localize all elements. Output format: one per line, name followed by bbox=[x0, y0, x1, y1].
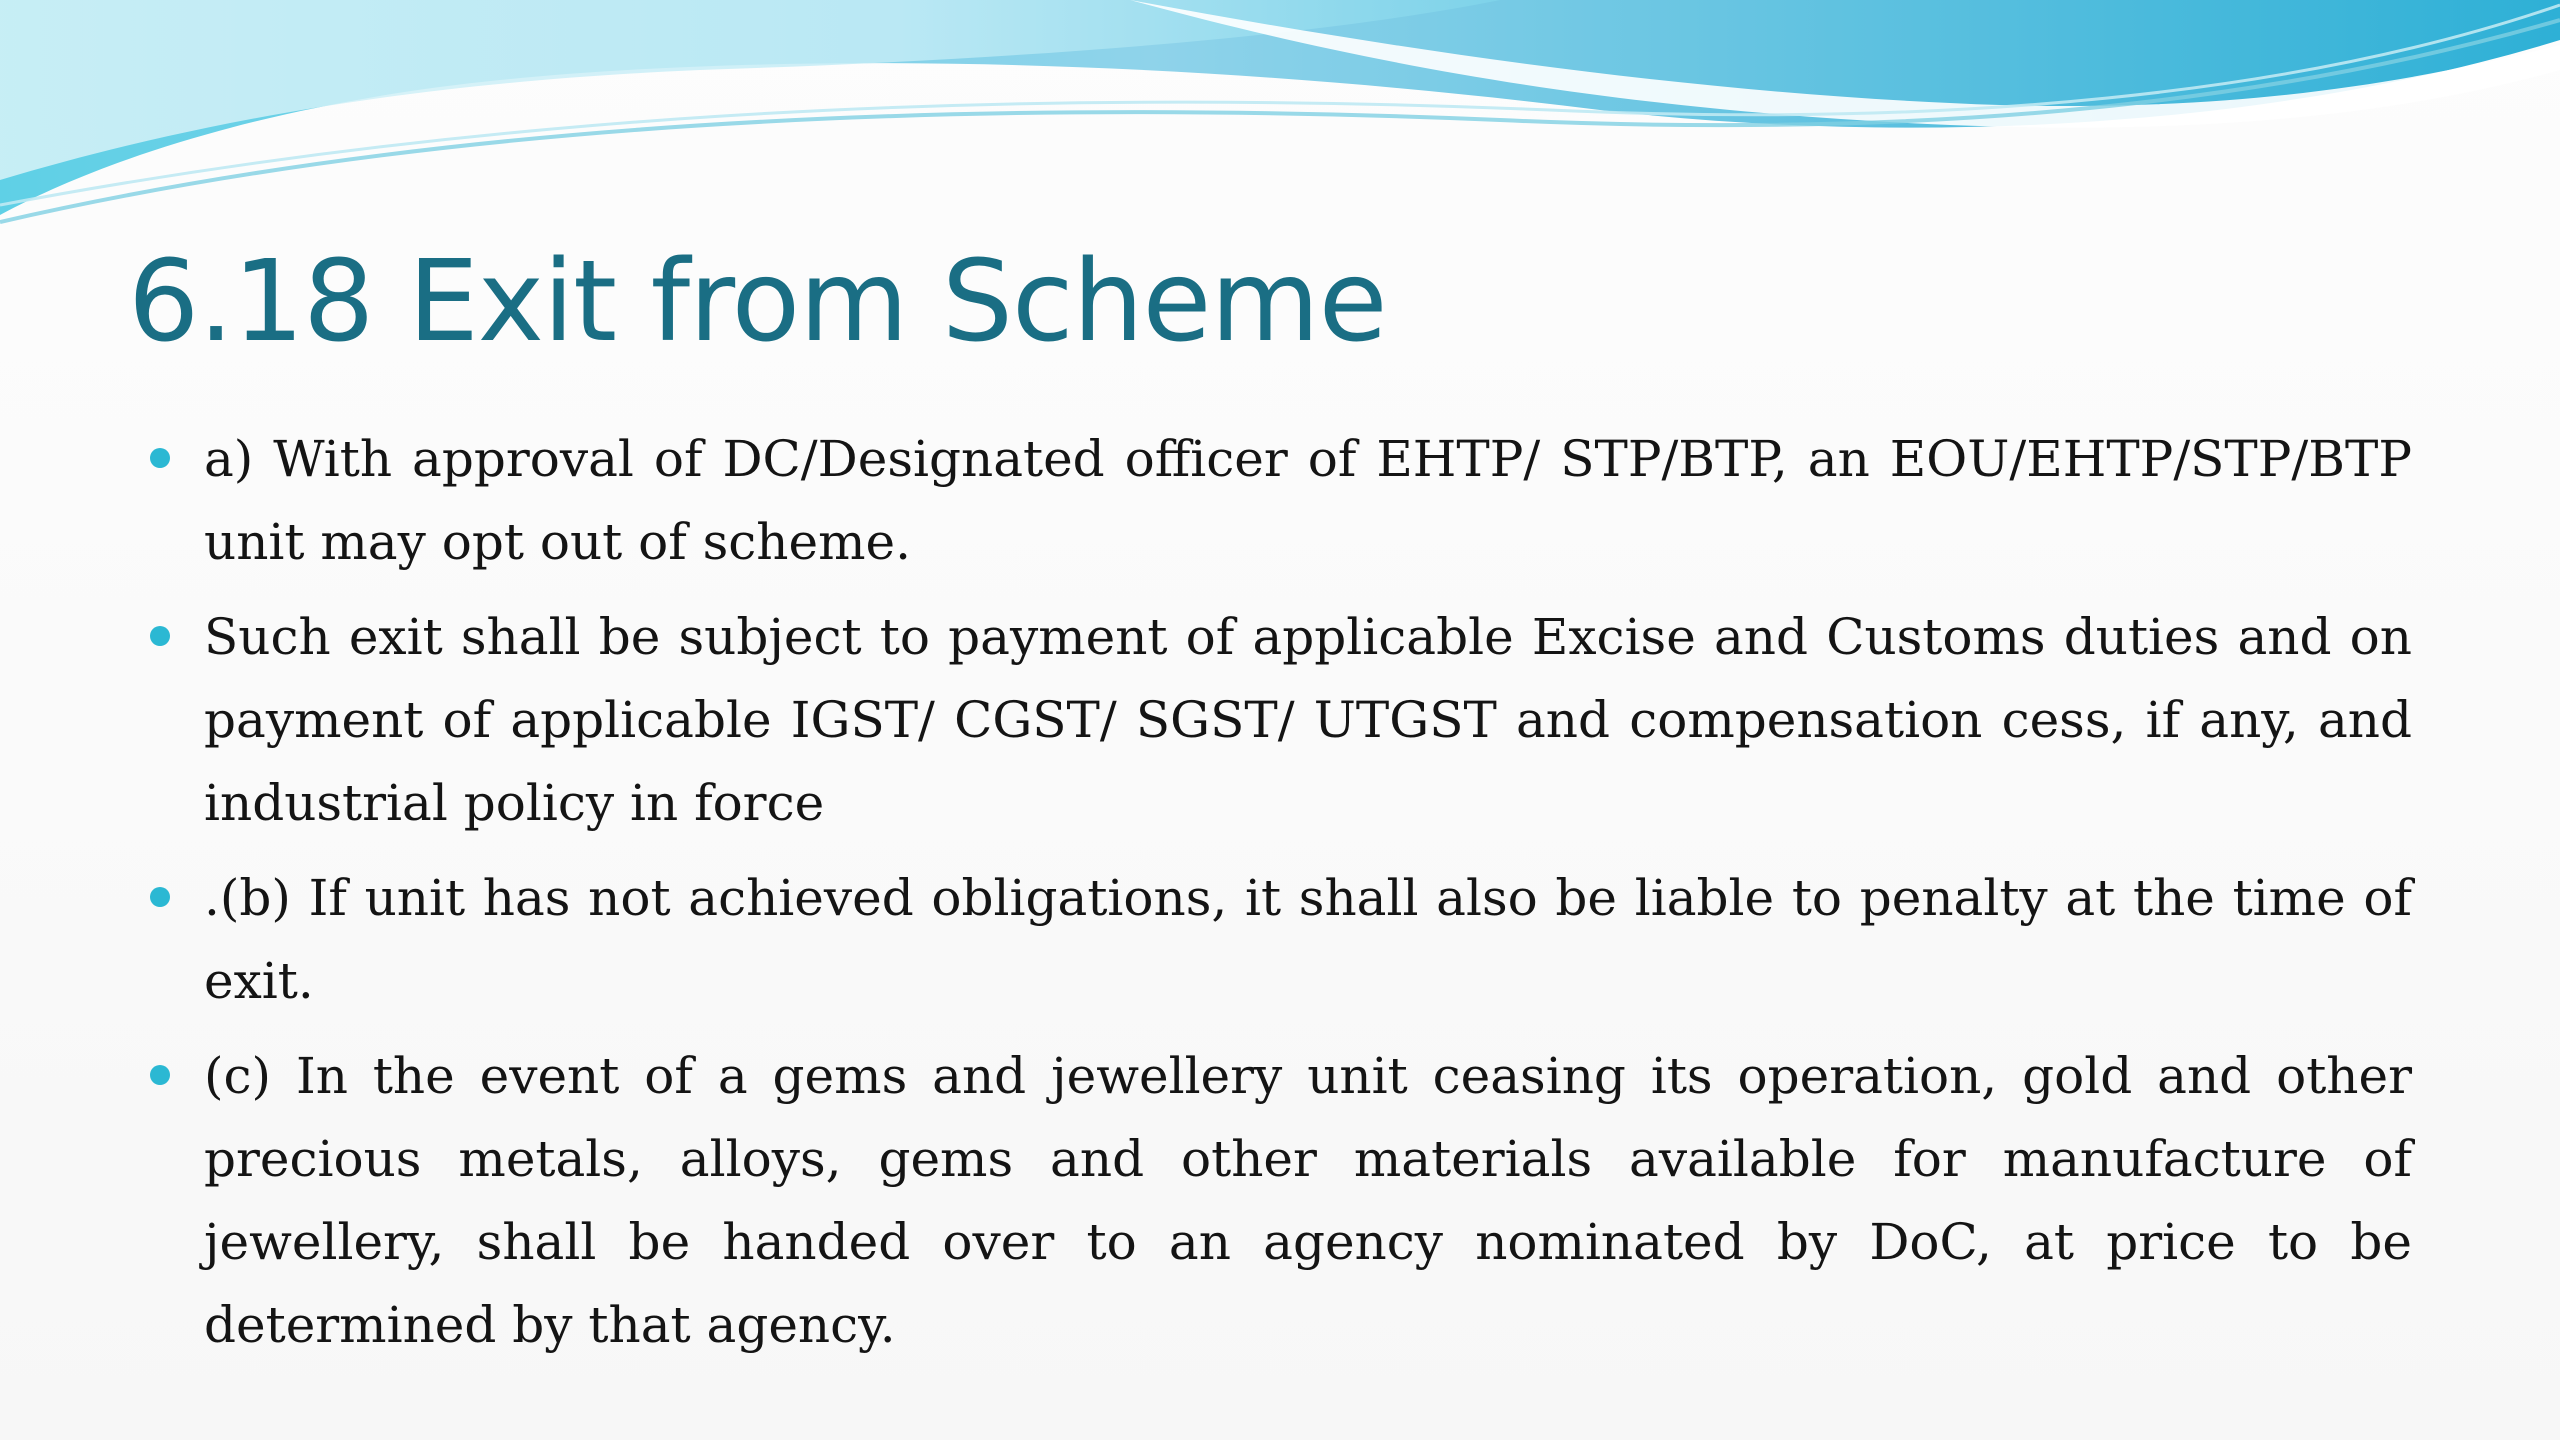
bullet-item-penalty bbox=[150, 857, 2412, 1023]
header-wave-decoration bbox=[0, 0, 2560, 240]
bullet-item-exit-duties bbox=[150, 596, 2412, 845]
bullet-dot-icon bbox=[150, 448, 170, 468]
bullet-item-gems-jewellery bbox=[150, 1035, 2412, 1367]
bullet-dot-icon bbox=[150, 626, 170, 646]
bullet-text: .(b) If unit has not achieved obligations, it shall also be liable to penalty at the time of exit. bbox=[204, 869, 2412, 1010]
bullet-text: Such exit shall be subject to payment of applicable Excise and Customs duties and on payment of applicable IGST/ CGST/ SGST/ UTGST and compensation cess, if any, and industrial policy in force bbox=[204, 608, 2412, 832]
bullet-dot-icon bbox=[150, 887, 170, 907]
bullet-list bbox=[150, 418, 2412, 1379]
bullet-text: (c) In the event of a gems and jewellery unit ceasing its operation, gold and other precious metals, alloys, gems and other materials available for manufacture of jewellery, shall be handed over to an agency nominated by DoC, at price to be determined by that agency. bbox=[204, 1047, 2412, 1354]
slide-title: 6.18 Exit from Scheme bbox=[128, 237, 1387, 367]
bullet-text: a) With approval of DC/Designated officer of EHTP/ STP/BTP, an EOU/EHTP/STP/BTP unit may opt out of scheme. bbox=[204, 430, 2412, 571]
bullet-dot-icon bbox=[150, 1065, 170, 1085]
bullet-item-exit-approval bbox=[150, 418, 2412, 584]
